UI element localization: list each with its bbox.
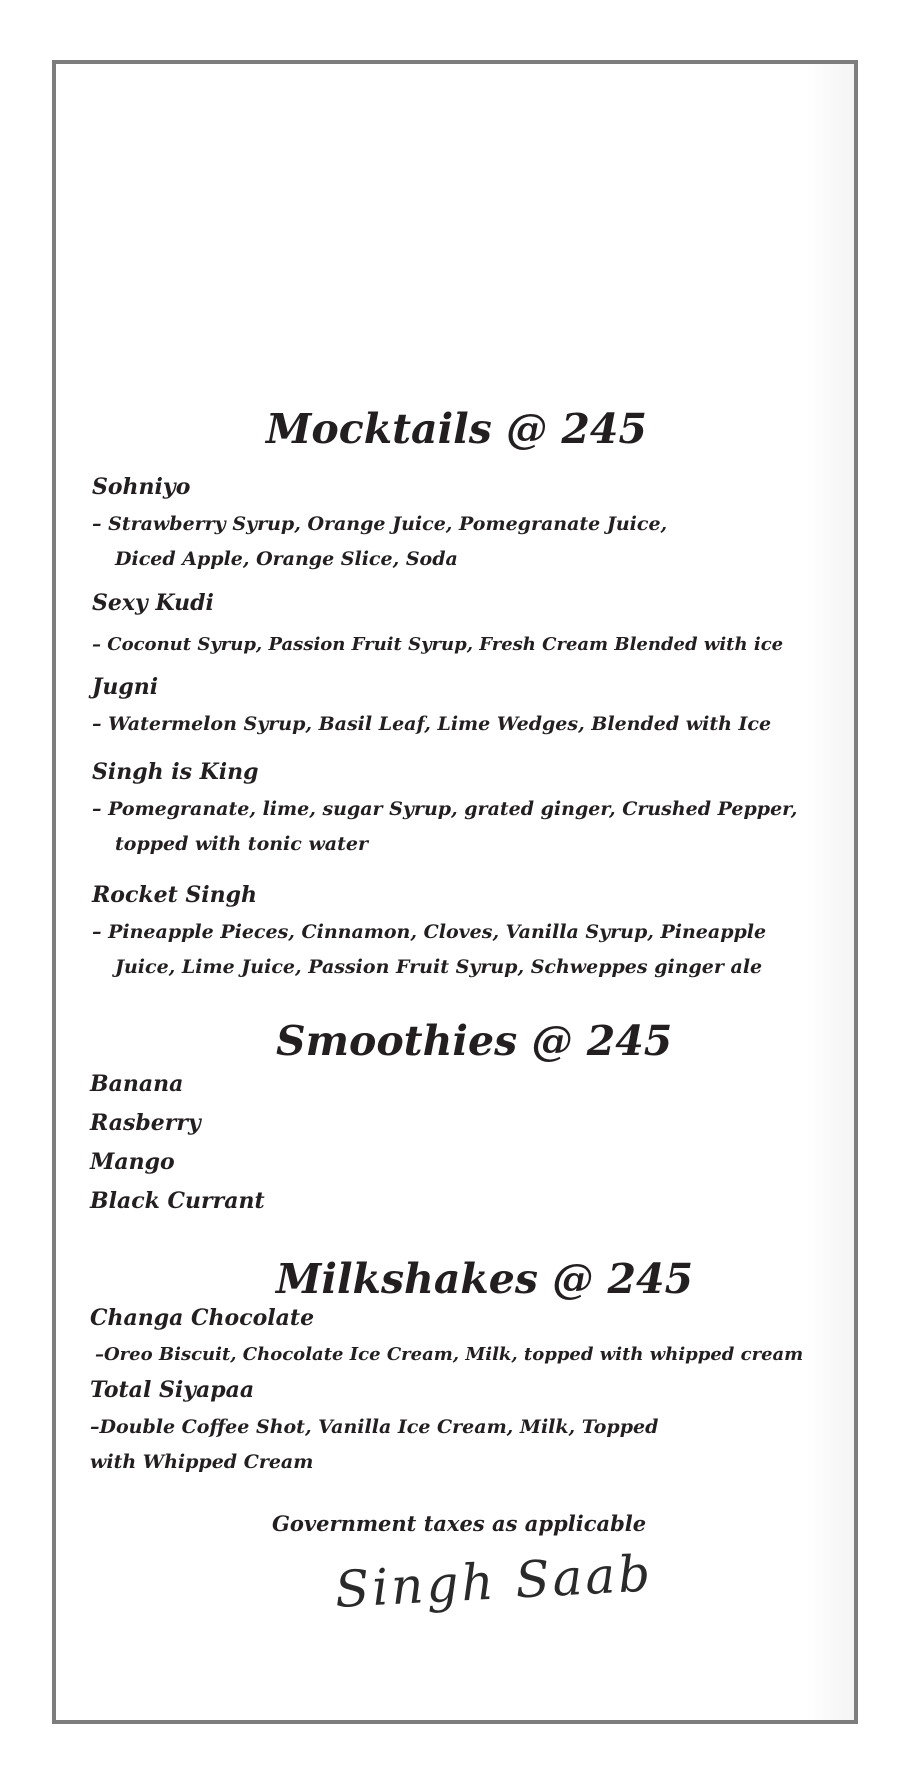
mocktail-desc-singh-is-king-line2: topped with tonic water xyxy=(115,833,368,855)
milkshake-desc-changa-chocolate: –Oreo Biscuit, Chocolate Ice Cream, Milk, topped with whipped cream xyxy=(95,1344,804,1365)
milkshake-name-changa-chocolate: Changa Chocolate xyxy=(90,1305,315,1331)
smoothie-item-mango: Mango xyxy=(90,1149,175,1175)
milkshakes-heading: Milkshakes @ 245 xyxy=(276,1255,694,1303)
mocktail-desc-rocket-singh-line2: Juice, Lime Juice, Passion Fruit Syrup, Schweppes ginger ale xyxy=(115,956,763,978)
signature-logo: Singh Saab xyxy=(333,1544,655,1619)
milkshake-name-total-siyapaa: Total Siyapaa xyxy=(90,1377,255,1403)
mocktail-desc-jugni: – Watermelon Syrup, Basil Leaf, Lime Wedges, Blended with Ice xyxy=(92,713,772,735)
mocktail-name-rocket-singh: Rocket Singh xyxy=(92,882,258,908)
mocktail-name-singh-is-king: Singh is King xyxy=(92,759,259,785)
mocktail-desc-sohniyo-line2: Diced Apple, Orange Slice, Soda xyxy=(115,548,458,570)
mocktail-name-sohniyo: Sohniyo xyxy=(92,474,191,500)
milkshake-desc-total-siyapaa-line1: –Double Coffee Shot, Vanilla Ice Cream, Milk, Topped xyxy=(90,1416,659,1438)
mocktail-name-jugni: Jugni xyxy=(92,674,159,700)
smoothies-heading: Smoothies @ 245 xyxy=(276,1017,673,1065)
government-taxes-note: Government taxes as applicable xyxy=(272,1511,647,1536)
mocktail-desc-rocket-singh-line1: – Pineapple Pieces, Cinnamon, Cloves, Vanilla Syrup, Pineapple xyxy=(92,921,767,943)
mocktail-desc-singh-is-king-line1: – Pomegranate, lime, sugar Syrup, grated ginger, Crushed Pepper, xyxy=(92,798,798,820)
milkshake-desc-total-siyapaa-line2: with Whipped Cream xyxy=(90,1451,314,1473)
smoothie-item-banana: Banana xyxy=(90,1071,184,1097)
mocktail-desc-sohniyo-line1: – Strawberry Syrup, Orange Juice, Pomegranate Juice, xyxy=(92,513,668,535)
mocktail-name-sexy-kudi: Sexy Kudi xyxy=(92,590,214,616)
smoothie-item-black-currant: Black Currant xyxy=(90,1188,265,1214)
mocktail-desc-sexy-kudi: – Coconut Syrup, Passion Fruit Syrup, Fresh Cream Blended with ice xyxy=(92,634,784,655)
mocktails-heading: Mocktails @ 245 xyxy=(266,405,647,453)
smoothie-item-rasberry: Rasberry xyxy=(90,1110,201,1136)
